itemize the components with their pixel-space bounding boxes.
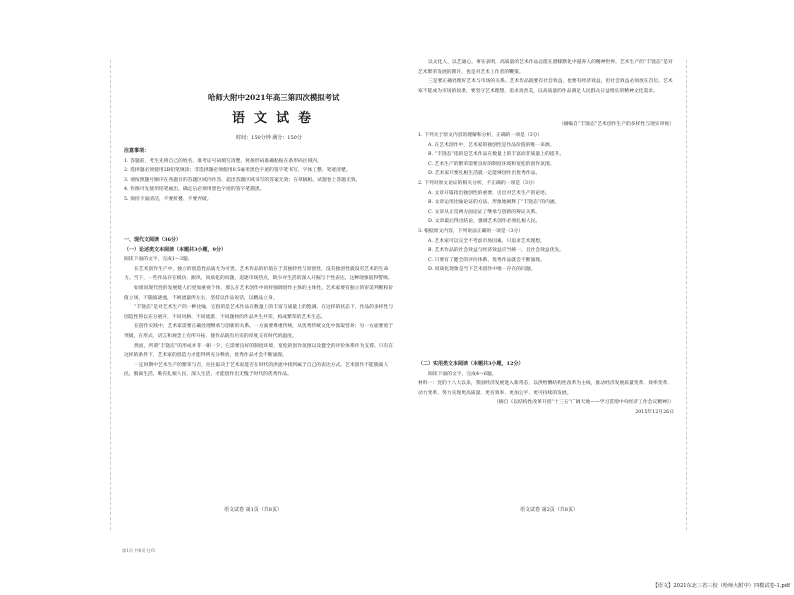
notes (124, 147, 394, 219)
subject-title: 语文试卷 (232, 111, 321, 126)
questions (418, 131, 674, 357)
notes-heading: 注意事项： (124, 148, 150, 154)
option-d: D. 艺术家只要扎根生活就一定能够创作出优秀作品。 (428, 171, 541, 177)
passage-paragraph: 在创作实践中，艺术家需要正确处理继承与创新的关系。一方面要尊重传统，从优秀传统文化中汲取营养；另一方面要勇于突破，在形式、语言和观念上有所开拓，使作品既有历史的厚度又有时代的温度。 (124, 324, 394, 339)
material-date-line (418, 408, 674, 418)
option-a: A. 文章开篇指出独创性的重要，引出对艺术生产的论述。 (428, 190, 550, 196)
material-source: （摘自《以结构性改革开创“十三五”广阔天地——学习贯彻中央经济工作会议精神》） (494, 400, 674, 406)
binding-line-right (686, 60, 687, 530)
section-2-instruction: 阅读下面的文字，完成4～6题。 (428, 371, 497, 377)
section-1-instruction: 阅读下面的文字，完成1～3题。 (124, 257, 193, 263)
right-intro (418, 58, 674, 118)
corner-note: 第1页 共8页 打印 (122, 548, 156, 553)
option-d: D. 文章最后得出结论，强调艺术创作必须扎根人民。 (428, 219, 541, 225)
note-item: 3. 请按照题号顺序在各题目的答题区域内作答，超出答题区域书写的答案无效；在草稿纸、试题卷上答题无效。 (124, 177, 361, 183)
option-c: C. 只要有了健全的评价体系，优秀作品就会不断涌现。 (428, 257, 545, 263)
passage-paragraph: 在艺术创作生产中，独立的创造性品质尤为可贵。艺术作品的价值在于其独特性与原创性，没有独创性就没有艺术的生命力。当下，一些作品存在模仿、跟风、同质化的问题，追逐市场热点，缺少对生活的深入开掘与个性表达，这种现象值得警惕。 (124, 266, 393, 282)
section-1 (124, 236, 394, 480)
note-item: 1. 答题前，考生先将自己的姓名、准考证号码填写清楚，将条形码准确粘贴在条形码区域内。 (124, 158, 322, 164)
section-1-heading: 一、现代文阅读（36分） (124, 237, 181, 243)
option-b: B. 文章运用比喻论证的方法，形象地阐释了“丰饶态”的内涵。 (428, 200, 560, 206)
option-c: C. 文章从正反两方面论证了继承与创新的辩证关系。 (428, 209, 541, 215)
intro-paragraph: 以文化人，以艺通心。事实表明，高质量的艺术作品总能在潜移默化中滋养人的精神世界。艺术生产的“丰饶态”是对艺术繁荣发展的期许，也是对艺术工作者的鞭策。 (418, 60, 673, 75)
section-1-sub: （一）论述类文本阅读（本题共3小题，9分） (124, 246, 226, 253)
option-a: A. 在艺术创作中，艺术家的独创性是作品价值的唯一来源。 (428, 142, 555, 148)
question-stem: 1. 下列关于原文内容的理解和分析，正确的一项是（3分） (418, 133, 543, 138)
intro-paragraph: 三是要正确处理好艺术与市场的关系。艺术作品既要有社会效益，也要有经济效益，但社会效益必须放在首位。艺术家不能成为市场的奴隶，要坚守艺术理想，追求真善美，以高质量的作品满足人民群众日益增长的精神文化需求。 (418, 79, 673, 94)
note-item: 4. 作图可先使用铅笔画出，确定后必须用黑色字迹的签字笔描黑。 (124, 187, 265, 193)
section-2 (418, 360, 674, 480)
passage-paragraph: 然而，所谓“丰饶态”的形成并非一朝一夕，它需要良好的制度环境、宽松的创作氛围以及健全的评价体系作为支撑。只有在这样的条件下，艺术家的创造力才能得到充分释放，优秀作品才会不断涌现。 (124, 343, 394, 359)
option-c: C. 艺术生产的繁荣需要良好的制度环境和宽松的创作氛围。 (428, 161, 555, 167)
note-item: 5. 保持卡面清洁，不要折叠、不要弄破。 (124, 196, 212, 202)
option-b: B. 艺术作品的社会效益与经济效益应当统一，且社会效益优先。 (428, 248, 565, 254)
question-stem: 2. 下列对原文论证的相关分析，不正确的一项是（3分） (418, 180, 538, 186)
note-item: 2. 选择题必须使用2B铅笔填涂；非选择题必须使用0.5毫米黑色字迹的签字笔书写，字体工整、笔迹清楚。 (124, 168, 351, 174)
binding-line-left (110, 60, 111, 530)
section-2-sub: （二）实用类文本阅读（本题共3小题，12分） (418, 361, 524, 367)
pdf-filename: 【语文】2021东北三省三校（哈师大附中）四模试卷-1.pdf (652, 583, 790, 589)
question-stem: 3. 根据原文内容，下列说法正确的一项是（3分） (418, 228, 524, 234)
passage-source (540, 120, 674, 130)
right-page-footer: 语文试卷 第2页（共8页） (520, 507, 578, 513)
time-score: 时间：150分钟 满分：150分 (236, 135, 302, 141)
source-text: （摘编自“丰饶态”艺术创作生产的多样性与现实审视） (558, 122, 674, 127)
left-page-footer: 语文试卷 第1页（共8页） (224, 507, 282, 513)
option-a: A. 艺术家可以完全不考虑市场因素，只追求艺术理想。 (428, 238, 545, 244)
passage-paragraph: “丰饶态”是对艺术生产的一种比喻，它指的是艺术作品在数量上的丰富与质量上的饱满。在这样的状态下，作品的多样性与创造性得以充分展开，不同风格、不同流派、不同题材的作品共生共荣，构成繁荣的艺术生态。 (124, 305, 394, 320)
passage-paragraph: 如果说现代性的发展使人们更加重视个体，那么在艺术创作中同样强调创作主体的主体性。艺术家要有独立的审美判断和价值立场，不随波逐流，不被流量所左右，坚持以作品说话，以精品立身。 (124, 285, 394, 301)
material-date: 2015年12月26日 (635, 409, 674, 415)
option-d: D. 同质化现象是当下艺术创作中唯一存在的问题。 (428, 267, 536, 273)
material-1: 材料一：党的十八大以来，我国经济发展进入新常态，以供给侧结构性改革为主线，推动经济发展质量变革、效率变革、动力变革，努力实现更高质量、更有效率、更加公平、更可持续的发展。 (418, 381, 673, 396)
exam-title: 哈师大附中2021年高三第四次模拟考试 (208, 93, 340, 102)
option-b: B. “丰饶态”指的是艺术作品在数量上的丰富而非质量上的提升。 (428, 152, 565, 158)
passage-paragraph: 一定时期中艺术生产的繁荣与否，往往取决于艺术家能否在时代的洪流中找到属于自己的表达方式。艺术创作不能脱离人民，脱离生活，唯有扎根人民、深入生活，才能创作出无愧于时代的优秀作品。 (124, 362, 389, 378)
material-source-line (418, 398, 674, 408)
